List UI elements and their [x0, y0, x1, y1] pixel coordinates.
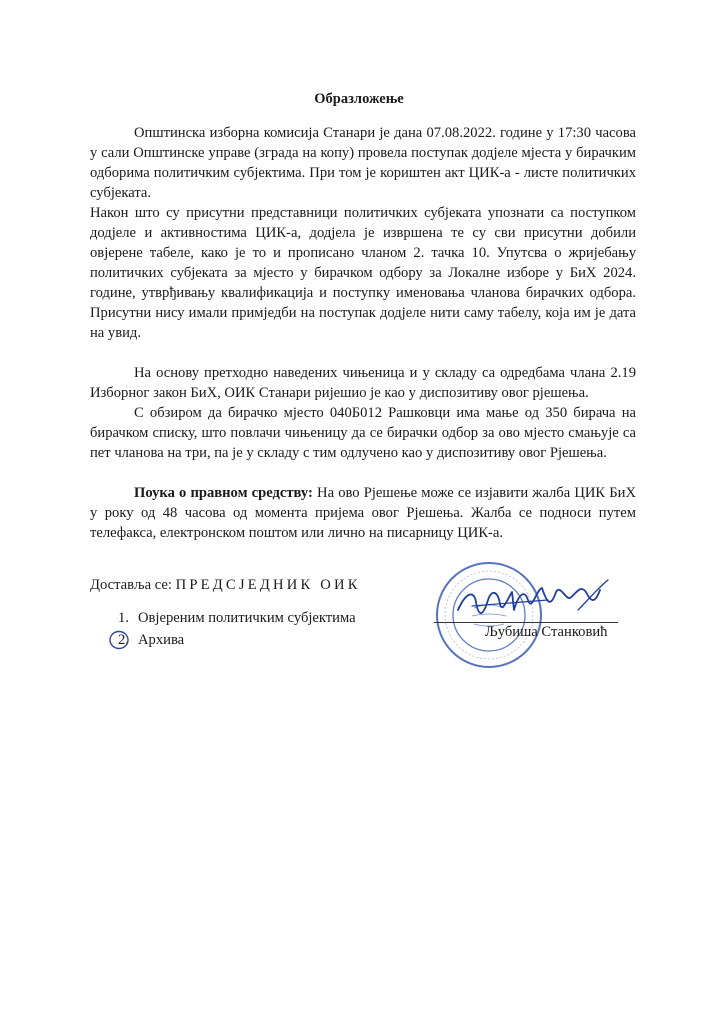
legal-remedy-heading: Поука о правном средству:: [134, 485, 313, 501]
handwritten-signature: [448, 570, 618, 630]
paragraph-5: [90, 483, 636, 543]
signature-line: [434, 622, 618, 623]
paragraph-1: Општинска изборна комисија Станари је дана 07.08.2022. године у 17:30 часова у сали Општинске управе (зграда на копу) провела поступак додјеле мјеста у бирачким одборима политичким субјектима. При том је кориштен акт ЦИК-а - листе политичких субјеката.: [90, 125, 636, 201]
paragraph-4: С обзиром да бирачко мјесто 040Б012 Рашковци има мање од 350 бирача на бирачком списку, што повлачи чињеницу да се бирачки одбор за ово мјесто смањује са пет чланова на три, па је у складу с тим одлучено као у диспозитиву овог Рјешења.: [90, 405, 636, 461]
paragraph-2: Након што су присутни представници политичких субјеката упознати са поступком додјеле и активностима ЦИК-а, додјела је извршена те су сви присутни добили овјерене табеле, како је то и прописано чланом 2. тачка 10. Упутсва о жријебању политичких субјеката за мјесто у бирачком одбору за Локалне изборе у БиХ 2024. године, утврђивању квалификација и поступку именовања чланова бирачких одбора. Присутни нису имали примједби на поступак додјеле нити саму табелу, која им је дата на увид.: [90, 205, 636, 341]
list-item: [118, 629, 356, 651]
distribution-list: [118, 607, 356, 651]
list-item-number: 1.: [118, 610, 129, 626]
signer-name: Љубиша Станковић: [485, 624, 608, 640]
list-item-text: Архива: [138, 632, 185, 648]
paragraph-3: На основу претходно наведених чињеница и у складу са одредбама члана 2.19 Изборног закон БиХ, ОИК Станари ријешио је као у диспозитиву овог рјешења.: [90, 365, 636, 401]
delivery-line: [90, 577, 361, 594]
delivery-label: Достављa се:: [90, 577, 172, 593]
list-item: [118, 607, 356, 629]
list-item-number: 2.: [118, 632, 129, 648]
list-item-text: Овјереним политичким субјектима: [138, 610, 356, 626]
handwritten-circle-mark: [108, 629, 130, 651]
legal-remedy-text: На ово Рјешење може се изјавити жалба ЦИК БиХ у року од 48 часова од момента пријема овог Рјешења. Жалба се подноси путем телефакса, електронском поштом или лично на писарницу ЦИК-а.: [90, 485, 636, 541]
document-title: Образложење: [314, 91, 404, 107]
signer-role: ПРЕДСЈЕДНИК ОИК: [175, 577, 361, 593]
document-body: [90, 123, 636, 543]
